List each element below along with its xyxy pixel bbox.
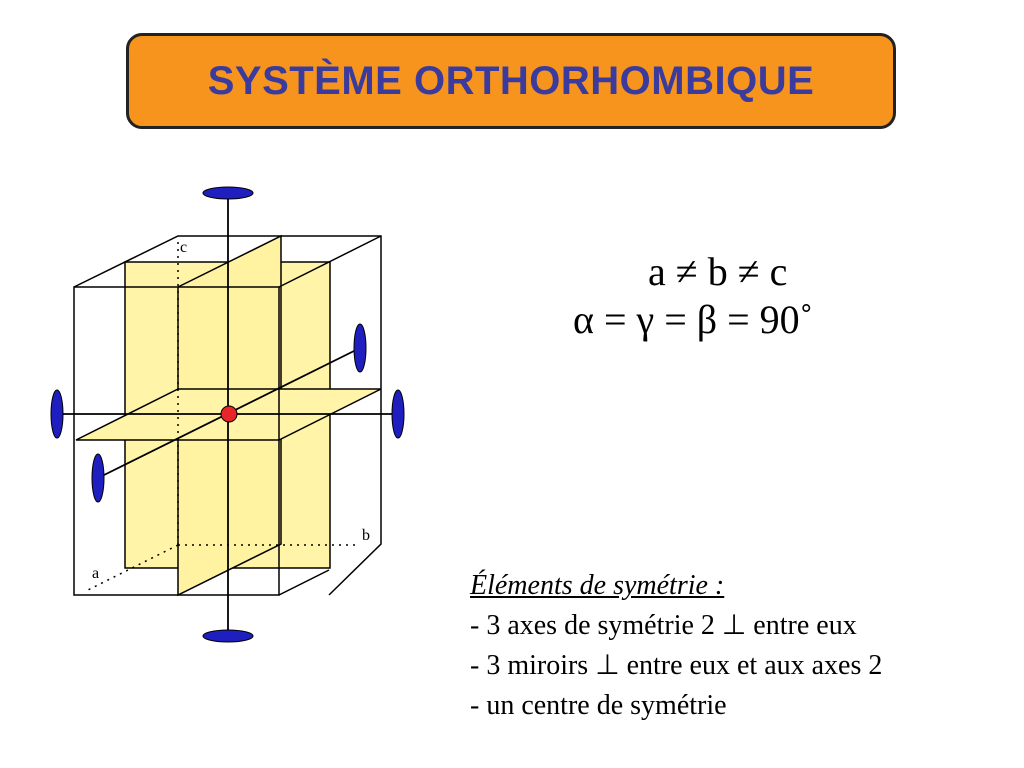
axis-label-c: c	[180, 239, 188, 256]
twofold-marker-right	[392, 390, 404, 438]
lattice-relation: a ≠ b ≠ c	[648, 249, 788, 294]
symmetry-elements	[470, 566, 882, 726]
symmetry-item: - un centre de symétrie	[470, 690, 727, 721]
twofold-marker-back	[354, 324, 366, 372]
symmetry-heading: Éléments de symétrie :	[470, 570, 725, 601]
center-of-symmetry	[221, 406, 237, 422]
symmetry-item: - 3 miroirs ⊥ entre eux et aux axes 2	[470, 650, 883, 681]
twofold-marker-bottom	[203, 630, 253, 642]
angle-relation: α = γ = β = 90˚	[573, 297, 813, 342]
symmetry-item: - 3 axes de symétrie 2 ⊥ entre eux	[470, 610, 857, 641]
twofold-marker-top	[203, 187, 253, 199]
twofold-marker-left	[51, 390, 63, 438]
axis-label-a: a	[92, 565, 100, 582]
twofold-marker-front	[92, 454, 104, 502]
page-title: SYSTÈME ORTHORHOMBIQUE	[207, 58, 815, 103]
axis-label-b: b	[362, 527, 370, 544]
